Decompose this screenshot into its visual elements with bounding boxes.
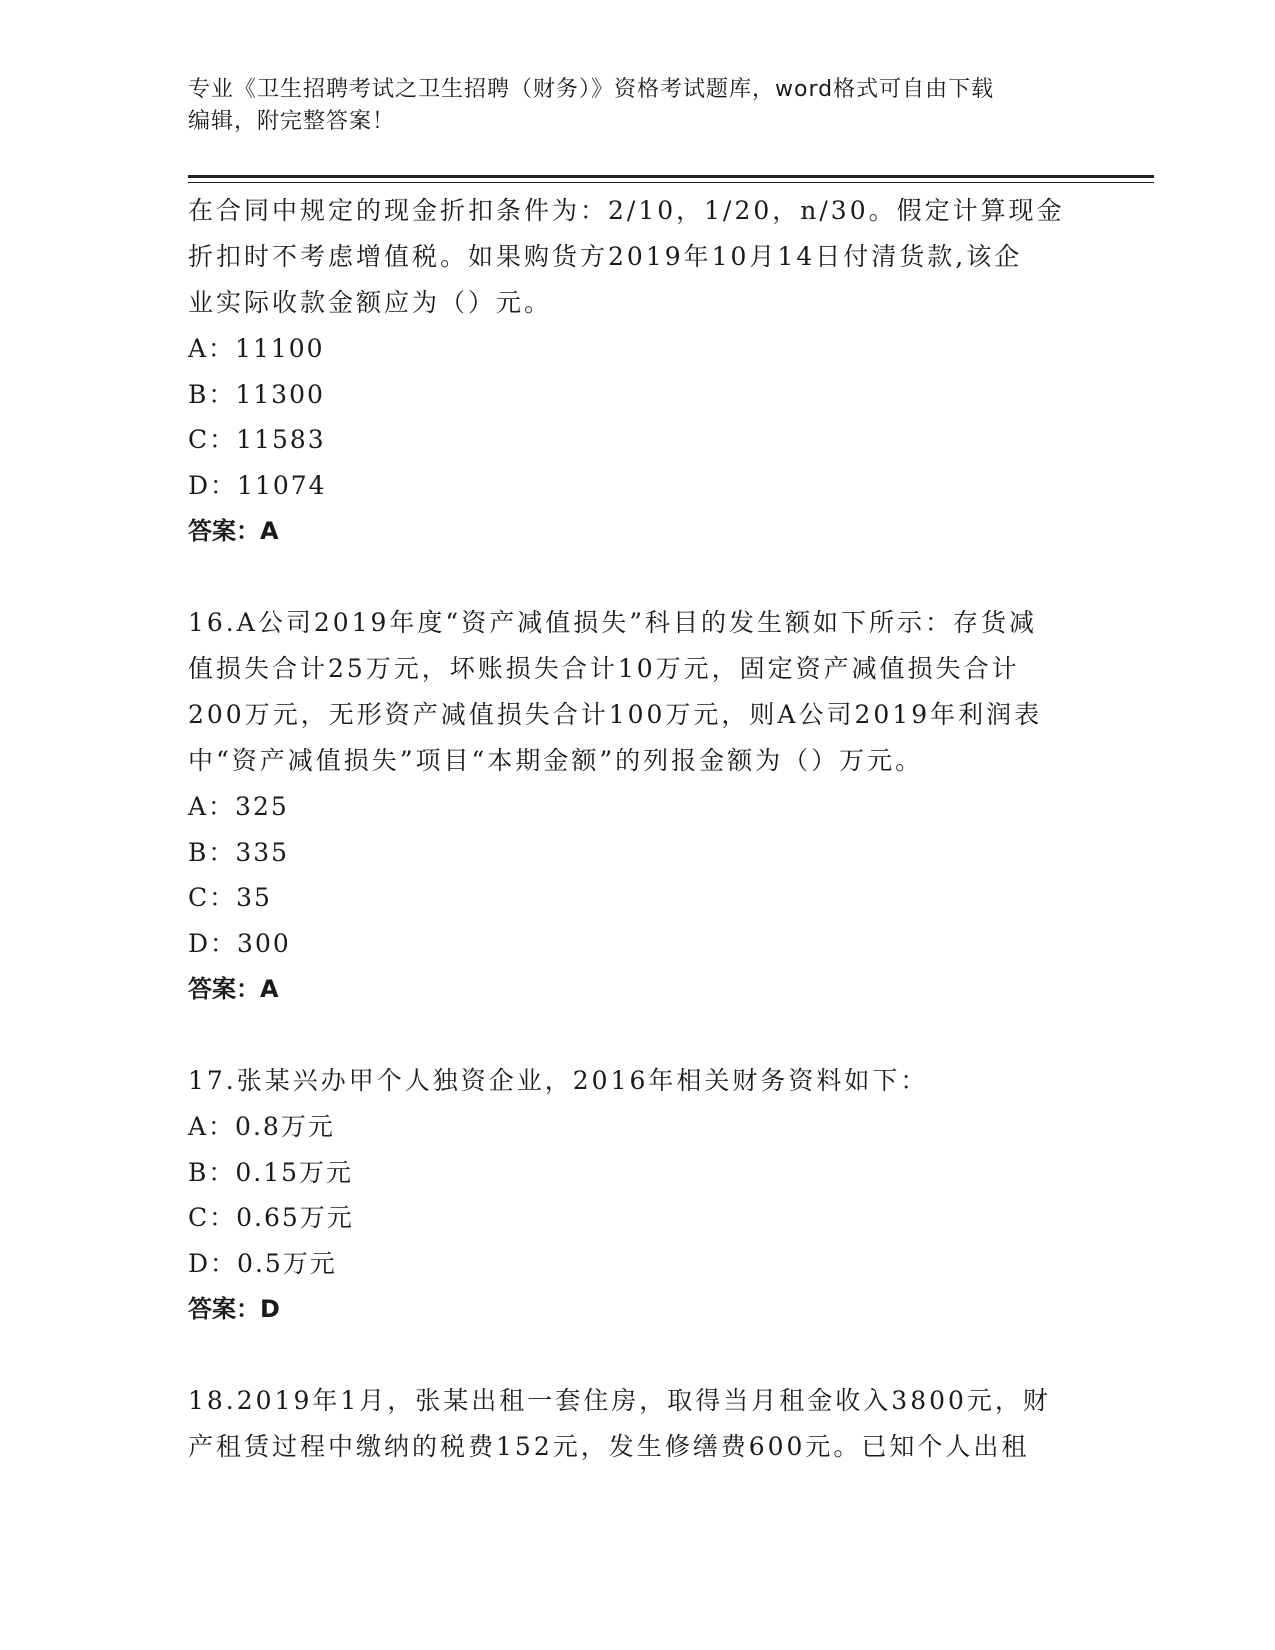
- question-block: [188, 1058, 1088, 1332]
- header-line-1: 专业《卫生招聘考试之卫生招聘（财务）》资格考试题库，word格式可自由下载: [188, 77, 995, 102]
- option-b: B：0.15万元: [188, 1157, 354, 1187]
- answer-line: 答案：A: [188, 517, 279, 545]
- spacer: [188, 1012, 1088, 1058]
- question-block: [188, 600, 1088, 1012]
- option-d: D：300: [188, 928, 291, 958]
- question-text-line: 18.2019年1月，张某出租一套住房，取得当月租金收入3800元，财: [188, 1386, 1051, 1415]
- question-text-line: 17.张某兴办甲个人独资企业，2016年相关财务资料如下：: [188, 1066, 929, 1095]
- option-c: C：11583: [188, 425, 326, 454]
- spacer: [188, 1332, 1088, 1378]
- option-d: D：11074: [188, 470, 327, 500]
- option-b: B：335: [188, 837, 290, 867]
- header-rule-thin: [188, 182, 1154, 183]
- option-a: A：325: [188, 792, 289, 821]
- option-a: A：11100: [188, 334, 325, 363]
- document-header: [188, 74, 1088, 138]
- option-c: C：35: [188, 883, 272, 912]
- option-d: D：0.5万元: [188, 1248, 337, 1278]
- question-block: [188, 188, 1088, 554]
- option-a: A：0.8万元: [188, 1112, 335, 1141]
- answer-line: 答案：A: [188, 975, 279, 1003]
- question-block: [188, 1378, 1088, 1470]
- question-text-line: 中“资产减值损失”项目“本期金额”的列报金额为（）万元。: [188, 746, 924, 775]
- option-c: C：0.65万元: [188, 1203, 354, 1232]
- question-text-line: 200万元，无形资产减值损失合计100万元，则A公司2019年利润表: [188, 700, 1043, 729]
- answer-line: 答案：D: [188, 1295, 280, 1323]
- question-text-line: 业实际收款金额应为（）元。: [188, 288, 553, 317]
- option-b: B：11300: [188, 379, 325, 409]
- question-text-line: 16.A公司2019年度“资产减值损失”科目的发生额如下所示：存货减: [188, 608, 1037, 637]
- header-rule-thick: [188, 175, 1154, 178]
- question-list: [188, 188, 1088, 1470]
- question-text-line: 在合同中规定的现金折扣条件为：2/10，1/20，n/30。假定计算现金: [188, 196, 1065, 225]
- spacer: [188, 554, 1088, 600]
- question-text-line: 折扣时不考虑增值税。如果购货方2019年10月14日付清货款,该企: [188, 242, 1023, 271]
- header-line-2: 编辑，附完整答案！: [188, 109, 396, 134]
- question-text-line: 值损失合计25万元，坏账损失合计10万元，固定资产减值损失合计: [188, 654, 1020, 683]
- question-text-line: 产租赁过程中缴纳的税费152元，发生修缮费600元。已知个人出租: [188, 1432, 1030, 1461]
